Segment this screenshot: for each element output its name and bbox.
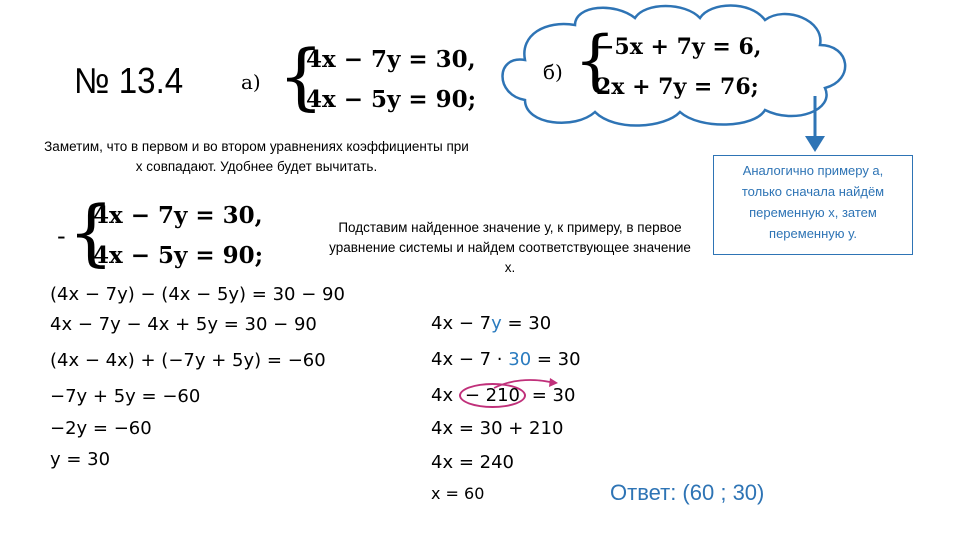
right-step-1: [431, 313, 551, 334]
right-step-2: [431, 349, 581, 370]
right-step-5: 4x = 240: [431, 452, 514, 473]
answer: Ответ: (60 ; 30): [610, 480, 765, 505]
subtract-sign: -: [57, 222, 66, 250]
part-a-brace: {: [278, 34, 324, 118]
left-step-2: 4x − 7y − 4x + 5y = 30 − 90: [50, 314, 317, 335]
right-step-4: 4x = 30 + 210: [431, 418, 564, 439]
part-a-eq-2: 4x − 5y = 90;: [306, 86, 477, 113]
note-mid-line: уравнение системы и найдем соответствующее значение: [329, 240, 691, 255]
left-step-4: −7y + 5y = −60: [50, 386, 201, 407]
right-step-2-prefix: 4x − 7 ·: [431, 349, 509, 370]
part-b-label: б): [543, 60, 563, 84]
note-top-line: Заметим, что в первом и во втором уравнениях коэффициенты при: [44, 139, 469, 154]
problem-number: № 13.4: [74, 60, 184, 101]
left-step-3: (4x − 4x) + (−7y + 5y) = −60: [50, 350, 326, 371]
system-copy-eq-2: 4x − 5y = 90;: [93, 242, 264, 269]
part-b-brace: {: [574, 22, 616, 99]
left-step-1: (4x − 7y) − (4x − 5y) = 30 − 90: [50, 284, 345, 305]
note-mid: [300, 218, 720, 278]
note-top: [24, 137, 489, 177]
callout-text: [713, 160, 913, 244]
left-step-6: y = 30: [50, 449, 111, 470]
part-a-eq-1: 4x − 7y = 30,: [306, 46, 476, 73]
callout-line: Аналогично примеру а,: [742, 163, 884, 178]
right-step-2-value: 30: [508, 349, 532, 370]
right-step-1-prefix: 4x − 7: [431, 313, 492, 334]
right-step-3-suffix: = 30: [526, 385, 576, 406]
part-a-label: а): [241, 70, 261, 94]
part-b-eq-2: 2x + 7y = 76;: [596, 74, 759, 100]
note-mid-line: Подставим найденное значение у, к примеру, в первое: [338, 220, 682, 235]
system-copy-brace: {: [68, 190, 114, 274]
system-copy-eq-1: 4x − 7y = 30,: [93, 202, 263, 229]
right-step-6: x = 60: [431, 484, 485, 503]
callout-line: только сначала найдём: [741, 184, 885, 199]
move-arrow-icon: [490, 376, 560, 392]
right-step-1-suffix: = 30: [501, 313, 552, 334]
part-b-eq-1: −5x + 7y = 6,: [596, 34, 762, 60]
note-top-line: х совпадают. Удобнее будет вычитать.: [135, 159, 378, 174]
left-step-5: −2y = −60: [50, 418, 152, 439]
callout-line: переменную х, затем: [749, 205, 877, 220]
right-step-2-suffix: = 30: [531, 349, 581, 370]
right-step-3-prefix: 4x: [431, 385, 459, 406]
note-mid-line: х.: [504, 260, 516, 275]
right-step-3-circled: − 210: [459, 383, 526, 408]
right-step-1-var: y: [491, 313, 502, 334]
arrow-down-icon: [800, 96, 830, 156]
callout-line: переменную у.: [769, 226, 857, 241]
